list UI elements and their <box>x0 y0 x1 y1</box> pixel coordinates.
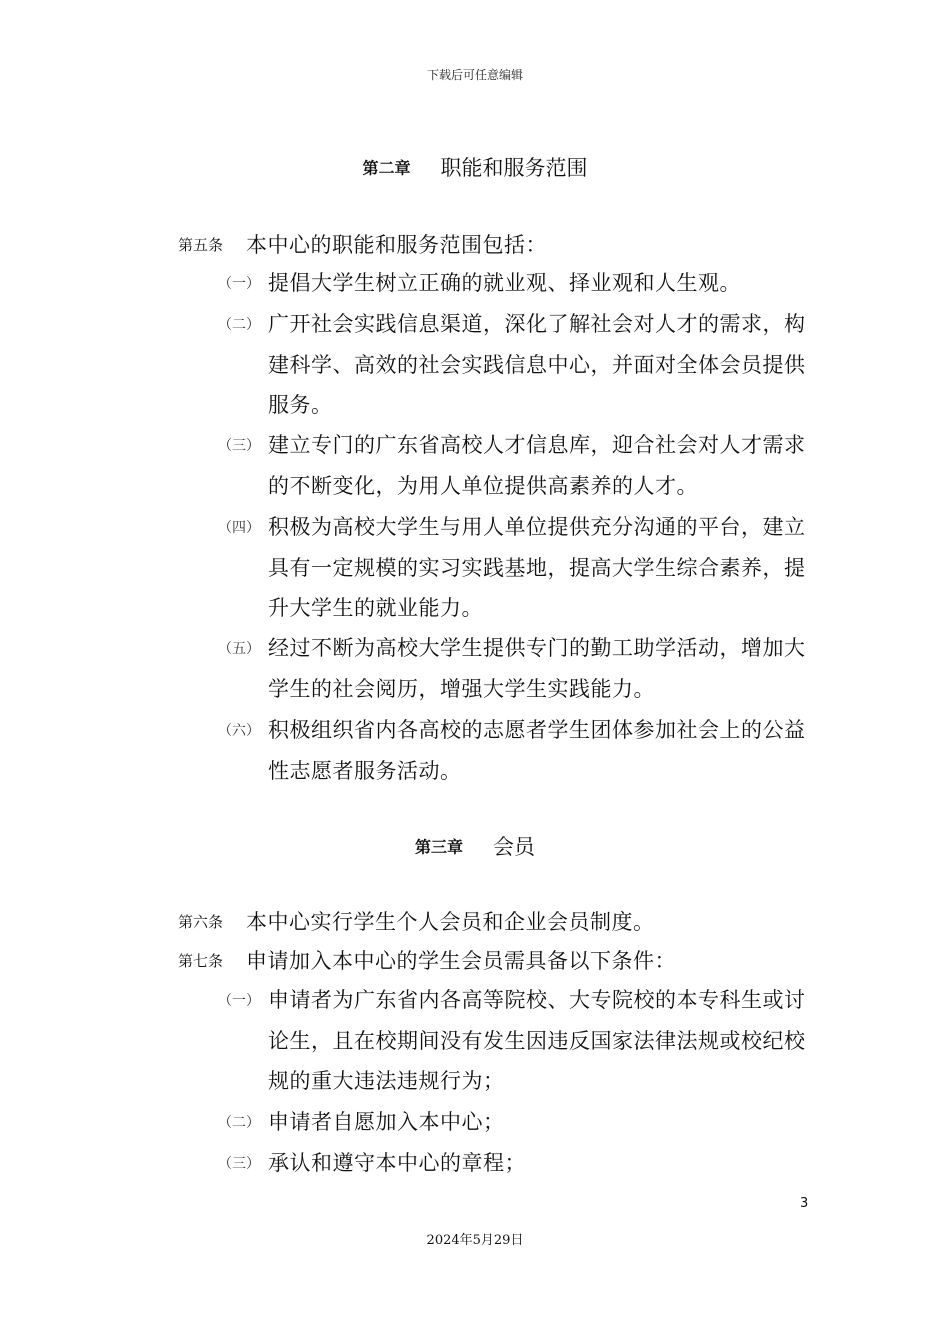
footer-date: 2024年5月29日 <box>426 1233 524 1248</box>
item-text: 建立专门的广东省高校人才信息库，迎合社会对人才需求的不断变化，为用人单位提供高素养的人才。 <box>268 433 806 498</box>
list-item <box>218 1143 818 1184</box>
chapter-title: 职能和服务范围 <box>440 156 588 180</box>
chapter-heading-2 <box>0 152 950 182</box>
article-text: 申请加入本中心的学生会员需具备以下条件： <box>246 949 676 973</box>
list-item <box>218 980 818 1102</box>
list-item <box>218 304 818 426</box>
article-label: 第五条 <box>178 235 224 254</box>
item-text: 积极组织省内各高校的志愿者学生团体参加社会上的公益性志愿者服务活动。 <box>268 718 806 783</box>
item-label: （二） <box>218 1115 260 1131</box>
list-item <box>218 507 818 629</box>
article-label: 第七条 <box>178 951 224 970</box>
chapter-number: 第三章 <box>414 837 463 857</box>
article-label: 第六条 <box>178 912 224 931</box>
article-text: 本中心的职能和服务范围包括： <box>246 233 547 257</box>
item-label: （五） <box>218 641 260 657</box>
article-text: 本中心实行学生个人会员和企业会员制度。 <box>246 910 655 934</box>
list-item <box>218 425 818 506</box>
chapter-heading-3 <box>0 831 950 861</box>
article-6 <box>178 906 655 936</box>
item-label: （一） <box>218 276 260 292</box>
item-text: 承认和遵守本中心的章程； <box>268 1151 526 1175</box>
item-label: （二） <box>218 317 260 333</box>
list-item <box>218 1102 818 1143</box>
list-item <box>218 710 818 791</box>
list-item <box>218 628 818 709</box>
article-7 <box>178 945 676 975</box>
chapter-number: 第二章 <box>362 158 411 178</box>
item-text: 提倡大学生树立正确的就业观、择业观和人生观。 <box>268 271 741 295</box>
page-number: 3 <box>800 1196 809 1211</box>
item-text: 广开社会实践信息渠道，深化了解社会对人才的需求，构建科学、高效的社会实践信息中心，并面对全体会员提供服务。 <box>268 312 806 417</box>
item-label: （四） <box>218 520 260 536</box>
list-item <box>218 263 818 304</box>
item-text: 申请者自愿加入本中心； <box>268 1110 505 1134</box>
chapter-title: 会员 <box>493 835 535 859</box>
header-note: 下载后可任意编辑 <box>426 68 523 82</box>
item-text: 经过不断为高校大学生提供专门的勤工助学活动，增加大学生的社会阅历，增强大学生实践能力。 <box>268 636 806 701</box>
item-label: （三） <box>218 1156 260 1172</box>
item-label: （三） <box>218 438 260 454</box>
item-text: 积极为高校大学生与用人单位提供充分沟通的平台，建立具有一定规模的实习实践基地，提高大学生综合素养，提升大学生的就业能力。 <box>268 515 806 620</box>
item-label: （六） <box>218 723 260 739</box>
item-text: 申请者为广东省内各高等院校、大专院校的本专科生或讨论生，且在校期间没有发生因违反国家法律法规或校纪校规的重大违法违规行为； <box>268 988 806 1093</box>
item-label: （一） <box>218 993 260 1009</box>
article-5 <box>178 229 547 259</box>
